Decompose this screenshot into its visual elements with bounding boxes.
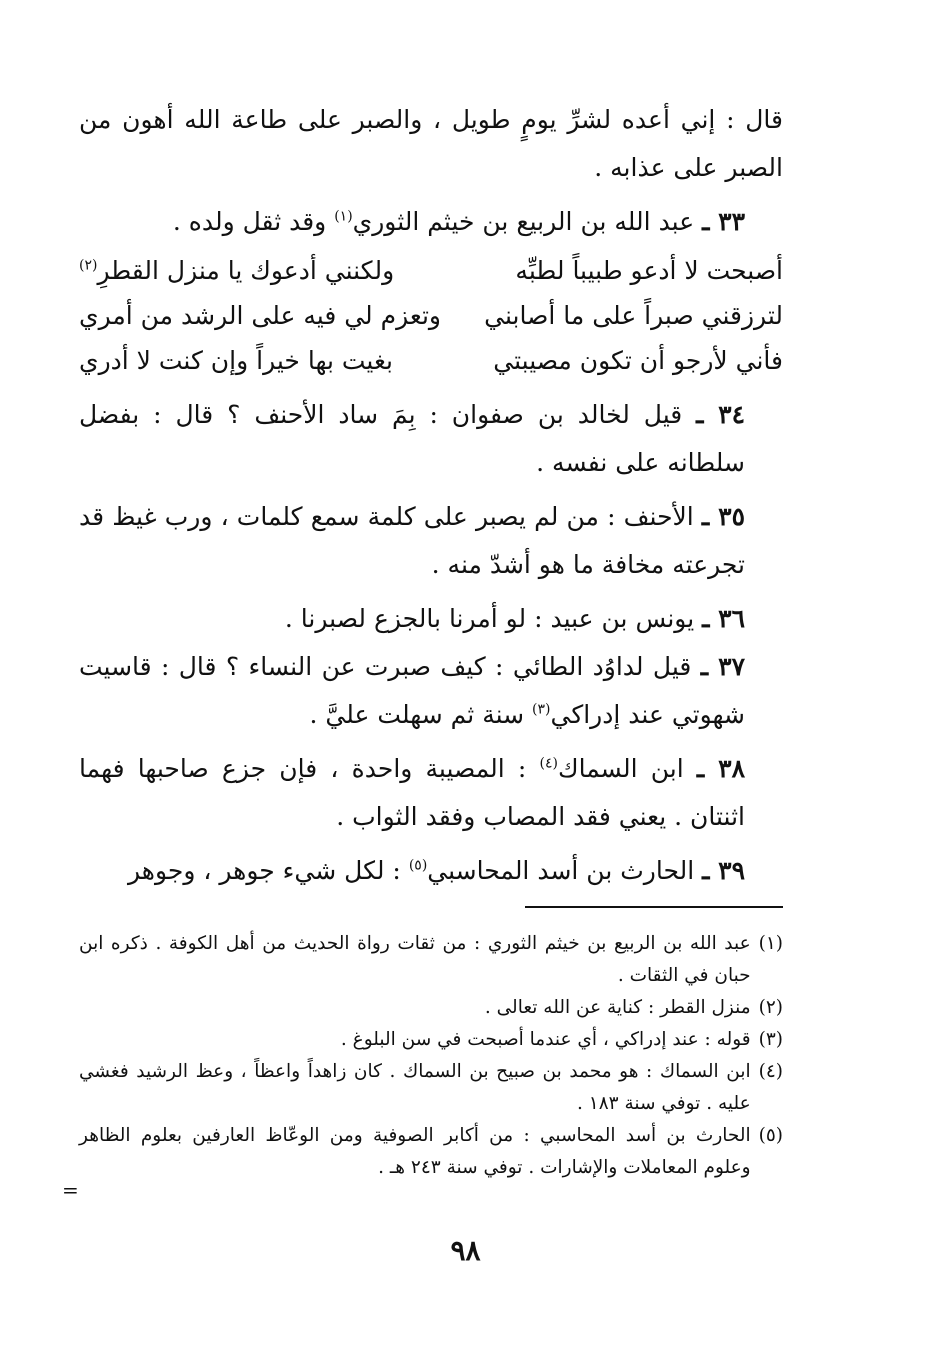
paragraph-text: : لكل شيء جوهر ، وجوهر xyxy=(127,856,409,885)
paragraph-text: الأحنف : من لم يصبر على كلمة سمع كلمات ، ورب غيظ قد تجرعته مخافة ما هو أشدّ منه . xyxy=(79,502,745,579)
paragraph-text: الحارث بن أسد المحاسبي xyxy=(427,856,703,885)
verse-row xyxy=(79,248,783,293)
footnote xyxy=(79,1024,783,1056)
footnote-ref: (٥) xyxy=(408,857,428,874)
paragraph-text: : المصيبة واحدة ، فإن جزع صاحبها فهما اثنتان . يعني فقد المصاب وفقد الثواب . xyxy=(79,754,745,831)
paragraph-text: قيل لخالد بن صفوان : بِمَ ساد الأحنف ؟ قال : بفضل سلطانه على نفسه . xyxy=(79,400,745,477)
paragraph-36 xyxy=(79,595,783,643)
verse-first-hemistich: فأني لأرجو أن تكون مصيبتي xyxy=(493,346,783,375)
verse-second-hemistich: بغيت بها خيراً وإن كنت لا أدري xyxy=(79,346,393,375)
paragraph-text: يونس بن عبيد : لو أمرنا بالجزع لصبرنا . xyxy=(284,604,703,633)
paragraph-text: وقد ثقل ولده . xyxy=(172,207,335,236)
paragraph-38 xyxy=(79,745,783,841)
paragraph-37 xyxy=(79,643,783,739)
paragraph-35 xyxy=(79,493,783,589)
item-number: ٣٧ ـ xyxy=(700,652,746,681)
continuation-mark: = xyxy=(62,1178,79,1202)
item-number: ٣٨ ـ xyxy=(696,754,745,783)
item-number: ٣٩ ـ xyxy=(702,856,745,885)
verse-second-hemistich: وتعزم لي فيه على الرشد من أمري xyxy=(79,301,441,330)
footnote xyxy=(79,1120,783,1184)
footnote xyxy=(79,1056,783,1120)
verse-second-hemistich: ولكنني أدعوك يا منزل القطرِ$^{(٢)}$ xyxy=(79,256,395,285)
footnote xyxy=(79,992,783,1024)
item-number: ٣٥ ـ xyxy=(701,502,745,531)
footnote-number: (٤) xyxy=(758,1061,783,1082)
item-number: ٣٤ ـ xyxy=(696,400,745,429)
footnote-text: ابن السماك : هو محمد بن صبيح بن السماك . كان زاهداً واعظاً ، وعظ الرشيد فغشي عليه . توفي سنة ١٨٣ . xyxy=(79,1061,751,1114)
footnote-number: (٢) xyxy=(758,997,783,1018)
poem-verses xyxy=(79,248,783,383)
footnote-text: منزل القطر : كناية عن الله تعالى . xyxy=(484,997,751,1018)
footnote-ref: (٣) xyxy=(532,701,551,718)
paragraph-33 xyxy=(79,198,783,246)
paragraph-39 xyxy=(79,847,783,895)
paragraph-34 xyxy=(79,391,783,487)
paragraph-text: عبد الله بن الربيع بن خيثم الثوري xyxy=(352,207,703,236)
footnote-number: (٣) xyxy=(758,1029,783,1050)
footnote-separator xyxy=(525,906,783,908)
footnote-text: قوله : عند إدراكي ، أي عندما أصبحت في سن البلوغ . xyxy=(340,1029,751,1050)
footnote-number: (٥) xyxy=(758,1125,783,1146)
footnote-text: الحارث بن أسد المحاسبي : من أكابر الصوفية ومن الوعّاظ العارفين بعلوم الظاهر وعلوم المعاملات والإشارات . توفي سنة ٢٤٣ هـ . xyxy=(79,1125,751,1178)
footnote-ref: (٢) xyxy=(79,257,98,274)
verse-row xyxy=(79,293,783,338)
item-number: ٣٣ ـ xyxy=(702,207,745,236)
footnote-ref: (٤) xyxy=(539,755,558,772)
verse-first-hemistich: لترزقني صبراً على ما أصابني xyxy=(484,301,783,330)
footnote-text: عبد الله بن الربيع بن خيثم الثوري : من ثقات رواة الحديث من أهل الكوفة . ذكره ابن حبان في الثقات . xyxy=(79,933,751,986)
footnote xyxy=(79,928,783,992)
main-text xyxy=(79,96,783,901)
page-number: ٩٨ xyxy=(450,1234,481,1267)
verse-row xyxy=(79,338,783,383)
paragraph-text: ابن السماك xyxy=(558,754,697,783)
footnote-ref: (١) xyxy=(334,208,353,225)
verse-first-hemistich: أصبحت لا أدعو طبيباً لطبِّه xyxy=(515,256,783,285)
paragraph-32-end: قال : إني أعده لشرِّ يومٍ طويل ، والصبر على طاعة الله أهون من الصبر على عذابه . xyxy=(79,105,783,182)
footnotes xyxy=(79,928,783,1184)
paragraph-text: قيل لداوُد الطائي : كيف صبرت عن النساء ؟ قال : قاسيت شهوتي عند إدراكي xyxy=(79,652,745,729)
item-number: ٣٦ ـ xyxy=(702,604,745,633)
footnote-number: (١) xyxy=(758,933,783,954)
paragraph-text: سنة ثم سهلت عليَّ . xyxy=(309,700,533,729)
